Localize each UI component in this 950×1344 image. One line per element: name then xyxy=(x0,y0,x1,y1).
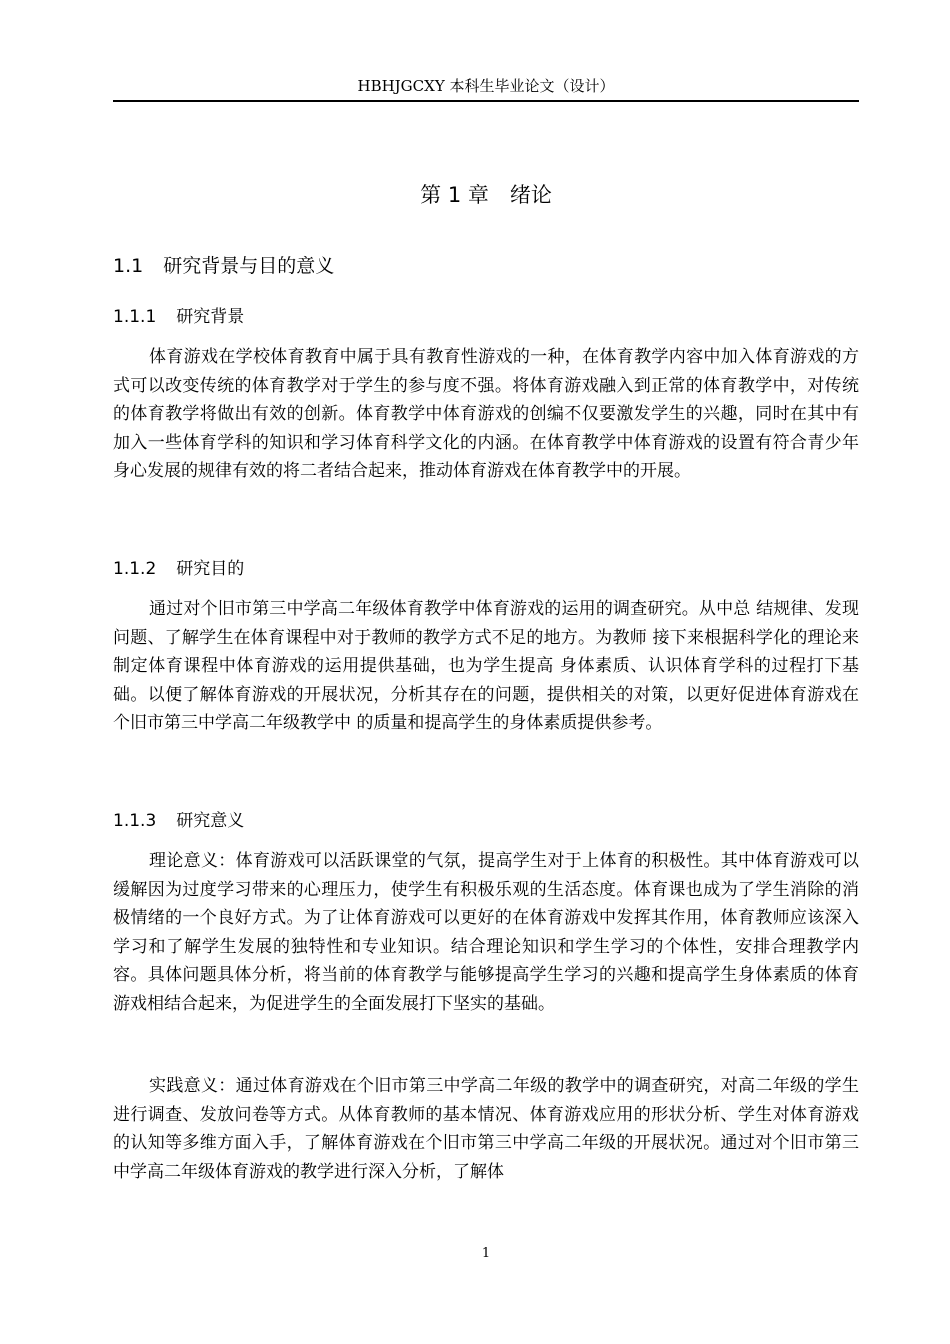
subsection-number: 1.1.1 xyxy=(113,307,157,327)
subsection-heading xyxy=(113,305,244,329)
subsection-title: 研究意义 xyxy=(176,811,245,831)
paragraph: 通过对个旧市第三中学高二年级体育教学中体育游戏的运用的调查研究。从中总 结规律、发现问题、了解学生在体育课程中对于教师的教学方式不足的地方。为教师 接下来根据科学化的理论来制定体育课程中体育游戏的运用提供基础，也为学生提高 身体素质、认识体育学科的过程打下基础。以便了解体育游戏的开展状况，分析其存在的问题，提供相关的对策，以更好促进体育游戏在个旧市第三中学高二年级教学中 的质量和提高学生的身体素质提供参考。 xyxy=(113,599,859,733)
subsection-heading xyxy=(113,557,244,581)
section-title: 研究背景与目的意义 xyxy=(163,255,335,277)
chapter-title: 第 1 章 绪论 xyxy=(420,183,552,207)
paragraph: 理论意义：体育游戏可以活跃课堂的气氛，提高学生对于上体育的积极性。其中体育游戏可以缓解因为过度学习带来的心理压力，使学生有积极乐观的生活态度。体育课也成为了学生消除的消极情绪的一个良好方式。为了让体育游戏可以更好的在体育游戏中发挥其作用，体育教师应该深入学习和了解学生发展的独特性和专业知识。结合理论知识和学生学习的个体性，安排合理教学内容。具体问题具体分析，将当前的体育教学与能够提高学生学习的兴趣和提高学生身体素质的体育游戏相结合起来，为促进学生的全面发展打下坚实的基础。 xyxy=(113,851,859,1014)
subsection-title: 研究背景 xyxy=(176,307,245,327)
section-number: 1.1 xyxy=(113,255,144,277)
running-header: HBHJGCXY 本科生毕业论文（设计） xyxy=(357,77,615,95)
subsection-number: 1.1.2 xyxy=(113,559,157,579)
paragraph: 实践意义：通过体育游戏在个旧市第三中学高二年级的教学中的调查研究，对高二年级的学生进行调查、发放问卷等方式。从体育教师的基本情况、体育游戏应用的形状分析、学生对体育游戏的认知等多维方面入手，了解体育游戏在个旧市第三中学高二年级的开展状况。通过对个旧市第三中学高二年级体育游戏的教学进行深入分析，了解体 xyxy=(113,1076,859,1182)
subsection-heading xyxy=(113,809,244,833)
header-rule xyxy=(113,100,859,102)
subsection-title: 研究目的 xyxy=(176,559,245,579)
page-number: 1 xyxy=(481,1246,491,1261)
section-heading xyxy=(113,253,334,279)
paragraph: 体育游戏在学校体育教育中属于具有教育性游戏的一种，在体育教学内容中加入体育游戏的方式可以改变传统的体育教学对于学生的参与度不强。将体育游戏融入到正常的体育教学中，对传统的体育教学将做出有效的创新。体育教学中体育游戏的创编不仅要激发学生的兴趣，同时在其中有加入一些体育学科的知识和学习体育科学文化的内涵。在体育教学中体育游戏的设置有符合青少年身心发展的规律有效的将二者结合起来，推动体育游戏在体育教学中的开展。 xyxy=(113,347,859,481)
subsection-number: 1.1.3 xyxy=(113,811,157,831)
